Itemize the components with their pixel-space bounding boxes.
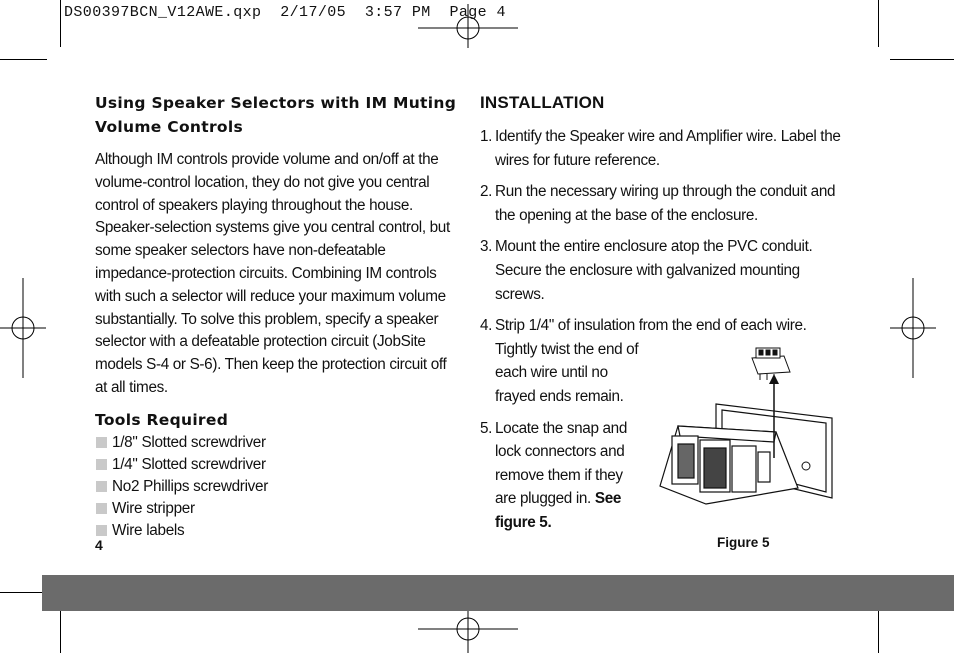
bullet-square-icon <box>96 481 107 492</box>
list-item: 1/8" Slotted screwdriver <box>95 432 457 454</box>
crop-mark <box>890 59 954 60</box>
registration-mark-right <box>890 278 936 378</box>
footer-band <box>42 575 954 611</box>
list-item: Wire stripper <box>95 498 457 520</box>
crop-mark <box>0 592 47 593</box>
tools-list <box>95 432 457 542</box>
list-item: 4. Strip 1/4" of insulation from the end of each wire. Tightly twist the end of each wire until no frayed ends remain. <box>480 317 807 405</box>
registration-mark-left <box>0 278 46 378</box>
list-item: 1/4" Slotted screwdriver <box>95 454 457 476</box>
list-item: 3. Mount the entire enclosure atop the PVC conduit. Secure the enclosure with galvanized mounting screws. <box>480 238 813 303</box>
left-column <box>95 91 457 542</box>
crop-mark <box>0 59 47 60</box>
figure-caption: Figure 5 <box>717 535 770 550</box>
bullet-square-icon <box>96 525 107 536</box>
list-item: 2. Run the necessary wiring up through the conduit and the opening at the base of the enclosure. <box>480 183 836 224</box>
bullet-square-icon <box>96 437 107 448</box>
figure-reference: See figure 5. <box>495 490 622 531</box>
bullet-square-icon <box>96 459 107 470</box>
crop-mark <box>60 0 61 47</box>
enclosure-connector-illustration <box>656 346 842 506</box>
list-item: No2 Phillips screwdriver <box>95 476 457 498</box>
list-item: 1. Identify the Speaker wire and Amplifier wire. Label the wires for future reference. <box>480 128 841 169</box>
crop-mark <box>878 605 879 653</box>
speaker-selectors-paragraph: Although IM controls provide volume and on/off at the volume-control location, they do not give you central control of speakers playing throughout the house. Speaker-selection systems give you central control, but some speaker selectors have non-defeatable impedance-protection circuits. Combining IM controls with such a selector will reduce your maximum volume substantially. To solve this problem, specify a speaker selector with a defeatable protection circuit (JobSite models S-4 or S-6). Then keep the protection circuit off at all times. <box>95 151 450 396</box>
bullet-square-icon <box>96 503 107 514</box>
tools-required-heading: Tools Required <box>95 410 229 429</box>
page-number: 4 <box>95 537 103 553</box>
crop-mark <box>878 0 879 47</box>
speaker-selectors-heading: Using Speaker Selectors with IM Muting Volume Controls <box>95 94 457 136</box>
crop-mark <box>60 605 61 653</box>
list-item: Wire labels <box>95 520 457 542</box>
print-slug: DS00397BCN_V12AWE.qxp 2/17/05 3:57 PM Page 4 <box>64 4 506 21</box>
installation-heading: INSTALLATION <box>480 93 605 112</box>
registration-mark-bottom <box>418 605 518 653</box>
list-item: 5. Locate the snap and lock connectors and remove them if they are plugged in. See figure 5. <box>480 419 627 531</box>
